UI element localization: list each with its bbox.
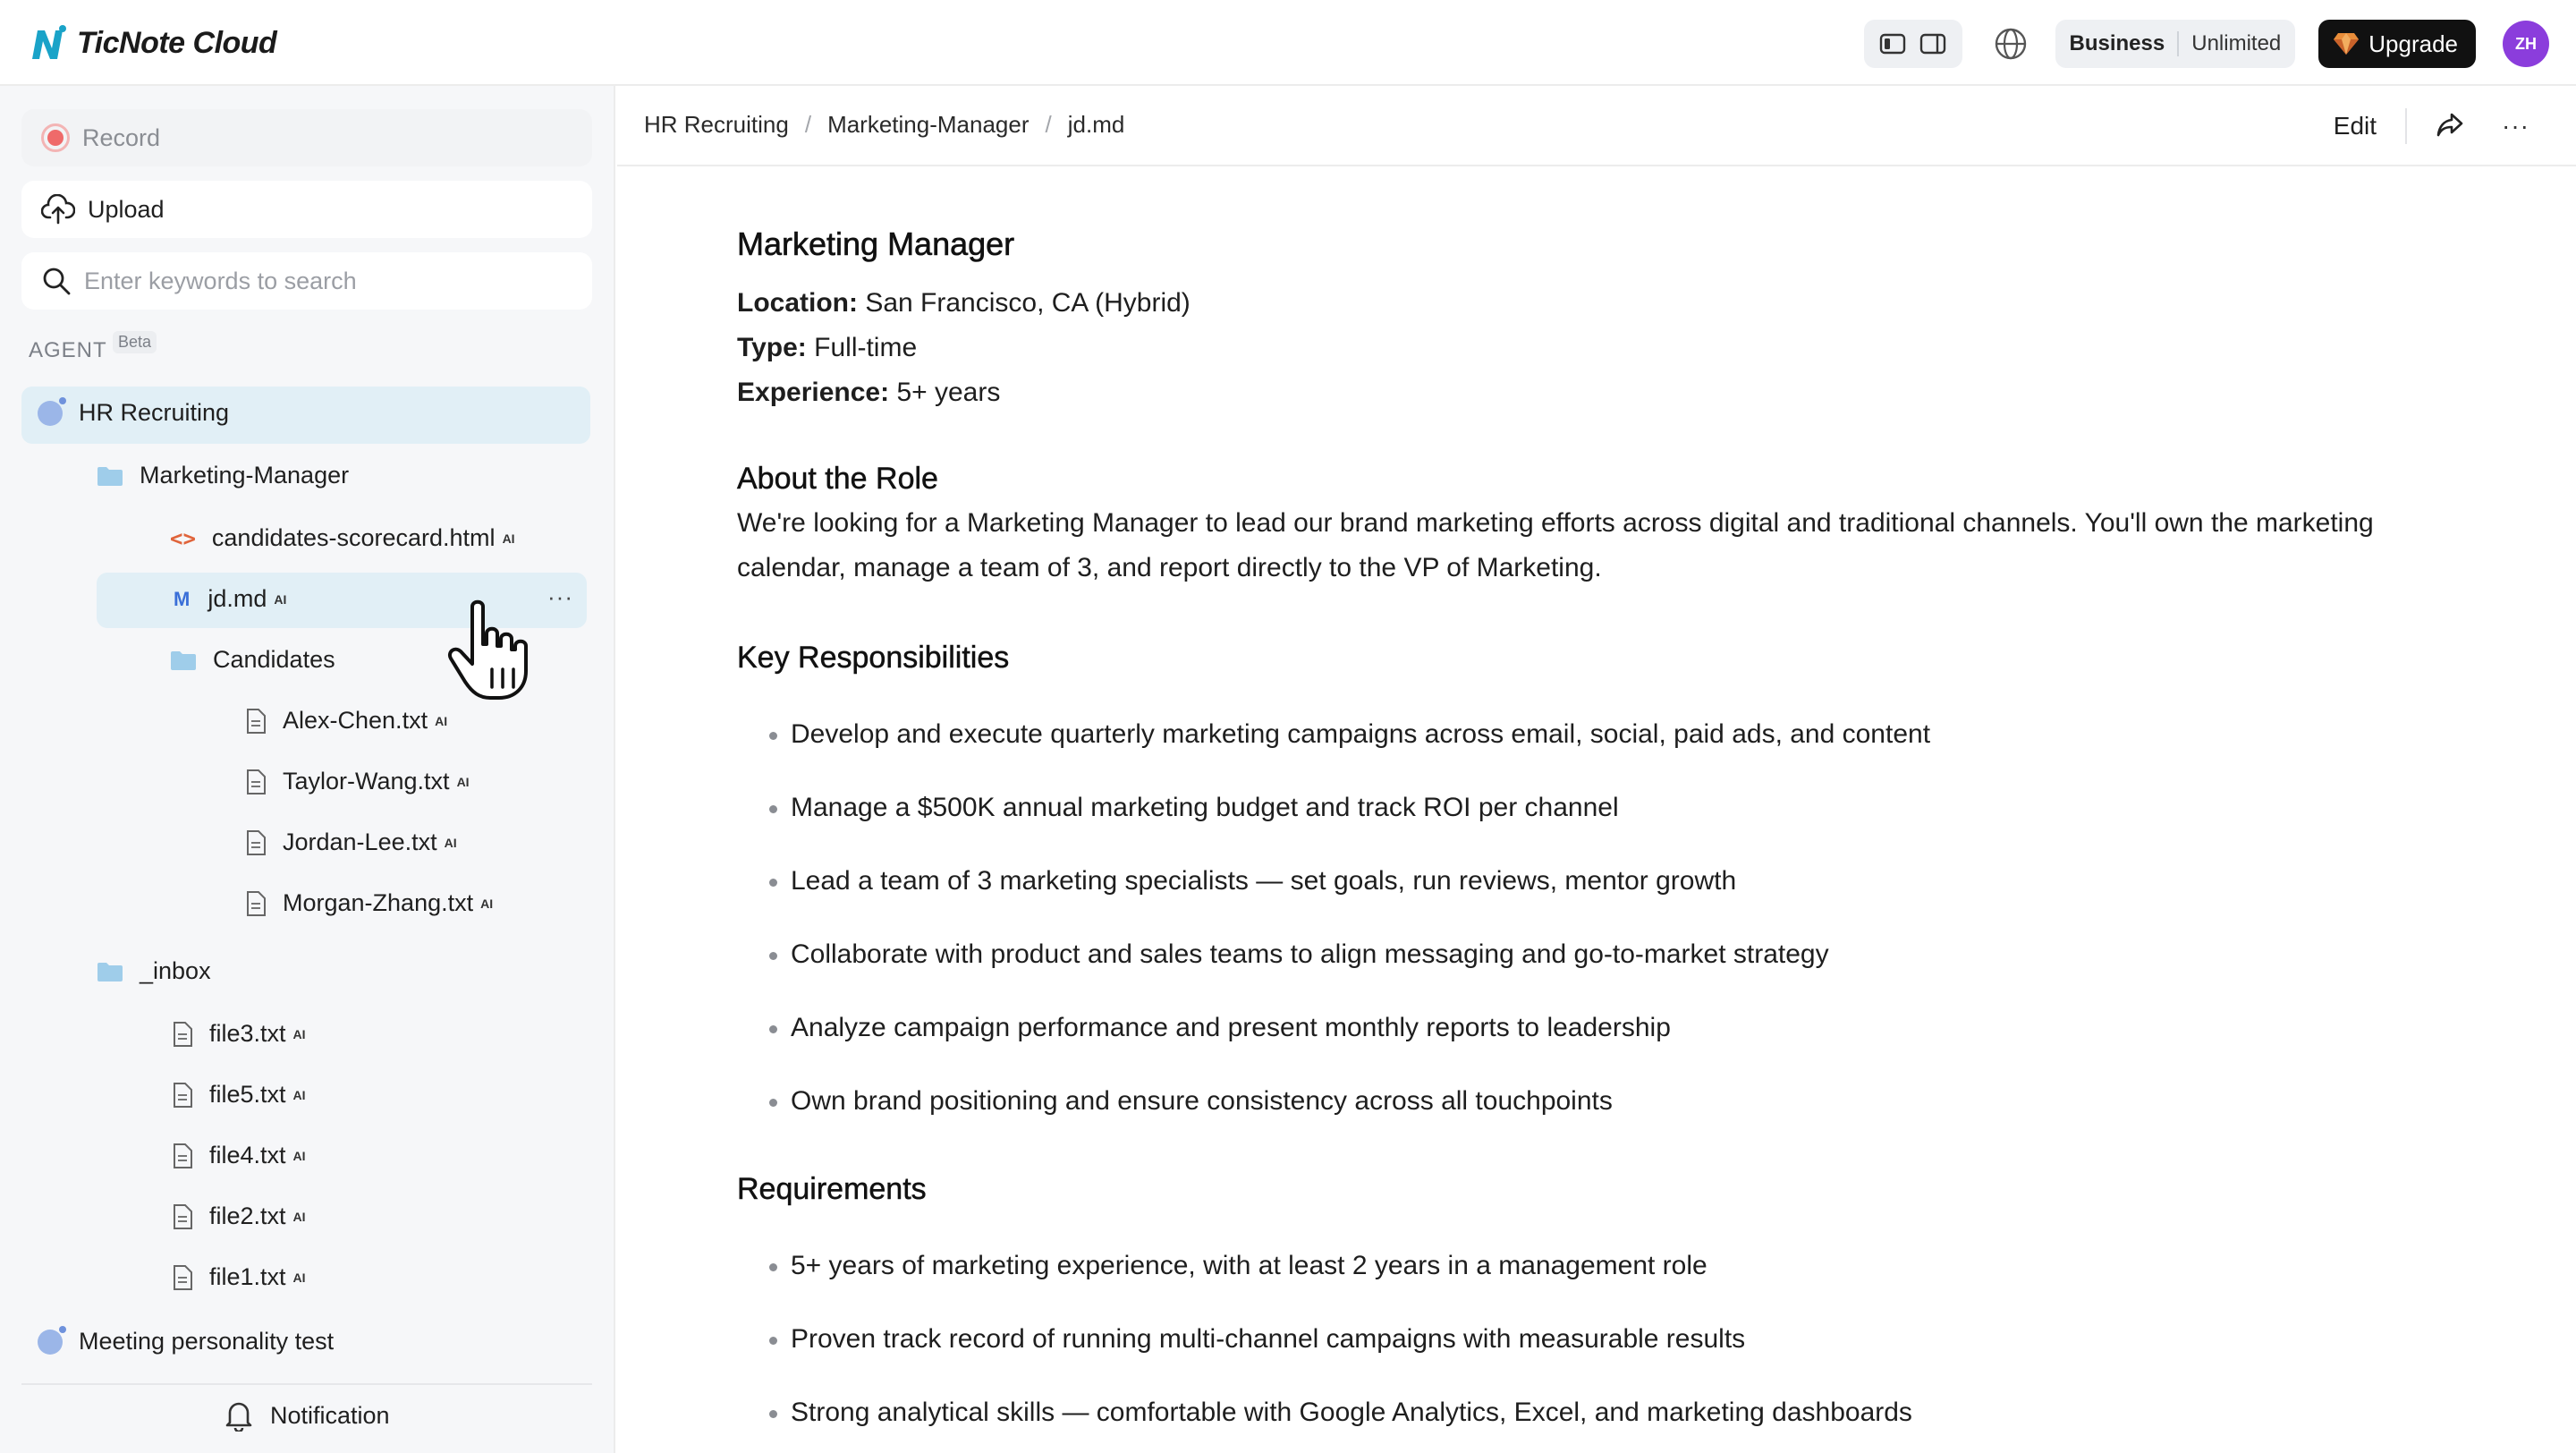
upgrade-label: Upgrade	[2368, 30, 2458, 57]
plan-badge[interactable]	[2055, 20, 2296, 68]
file-label: file4.txt	[209, 1142, 286, 1168]
list-item: Collaborate with product and sales teams to align messaging and go-to-market strategy	[791, 939, 1829, 969]
upgrade-button[interactable]	[2318, 20, 2476, 68]
ai-badge: AI	[435, 713, 448, 728]
ai-badge: AI	[292, 1026, 306, 1041]
ai-badge: AI	[292, 1087, 306, 1102]
folder-icon	[97, 465, 123, 487]
markdown-file-icon: M	[174, 587, 191, 610]
breadcrumb-item-current: jd.md	[1067, 111, 1125, 138]
folder-label: Candidates	[213, 646, 335, 673]
main-panel	[617, 86, 2576, 1453]
notification-label: Notification	[270, 1401, 390, 1429]
section-heading-about: About the Role	[737, 462, 938, 496]
user-avatar[interactable]: ZH	[2503, 21, 2549, 67]
app-name: TicNote Cloud	[77, 25, 277, 60]
folder-label: _inbox	[140, 957, 211, 984]
list-item: 5+ years of marketing experience, with at least 2 years in a management role	[791, 1251, 1707, 1280]
record-label: Record	[82, 123, 161, 151]
breadcrumb	[644, 111, 1124, 139]
ai-badge: AI	[292, 1209, 306, 1224]
file-label: file1.txt	[209, 1263, 286, 1290]
file-item-candidate[interactable]	[245, 768, 470, 795]
file-item-inbox[interactable]	[172, 1020, 306, 1048]
section-heading-requirements: Requirements	[737, 1172, 927, 1206]
meta-value: 5+ years	[896, 378, 1001, 407]
sidebar-layout-icon[interactable]	[1879, 32, 1906, 55]
list-item: Manage a $500K annual marketing budget and track ROI per channel	[791, 793, 1619, 822]
agent-section-label: AGENT	[29, 338, 107, 362]
agent-icon	[38, 401, 63, 426]
more-options-button[interactable]: ···	[2502, 112, 2529, 140]
share-icon	[2436, 111, 2464, 138]
file-label: Jordan-Lee.txt	[283, 828, 437, 855]
ai-badge: AI	[456, 774, 470, 789]
search-icon	[41, 266, 72, 296]
text-file-icon	[172, 1143, 193, 1168]
search-box[interactable]	[21, 252, 592, 310]
text-file-icon	[245, 709, 267, 734]
meta-value: Full-time	[814, 333, 918, 362]
folder-icon	[97, 961, 123, 982]
file-item-inbox[interactable]	[172, 1202, 306, 1230]
bell-icon	[224, 1399, 254, 1432]
section-heading-responsibilities: Key Responsibilities	[737, 641, 1010, 675]
file-item-inbox[interactable]	[172, 1263, 306, 1291]
list-item: Own brand positioning and ensure consistency across all touchpoints	[791, 1086, 1613, 1116]
file-item-candidates-scorecard[interactable]	[170, 524, 515, 552]
file-label: Alex-Chen.txt	[283, 707, 428, 734]
folder-label: Marketing-Manager	[140, 462, 350, 489]
breadcrumb-separator: /	[804, 111, 812, 138]
plan-name: Business	[2070, 31, 2180, 56]
record-button[interactable]	[21, 109, 592, 166]
folder-item-marketing-manager[interactable]	[97, 462, 349, 489]
meta-label: Location:	[737, 288, 858, 318]
file-label: file2.txt	[209, 1202, 286, 1229]
file-label: Morgan-Zhang.txt	[283, 889, 474, 916]
record-icon	[41, 123, 70, 152]
breadcrumb-item[interactable]: Marketing-Manager	[827, 111, 1030, 138]
top-bar	[0, 0, 2576, 86]
text-file-icon	[172, 1265, 193, 1290]
app-logo[interactable]	[29, 23, 276, 63]
file-more-button[interactable]: ···	[547, 583, 573, 610]
breadcrumb-item[interactable]: HR Recruiting	[644, 111, 789, 138]
folder-item-candidates[interactable]	[170, 646, 335, 674]
edit-button[interactable]: Edit	[2333, 112, 2377, 140]
panel-layout-icon[interactable]	[1919, 32, 1946, 55]
sidebar-divider	[21, 1383, 592, 1385]
file-label: file3.txt	[209, 1020, 286, 1047]
agent-label: HR Recruiting	[79, 399, 230, 426]
document-header	[617, 86, 2576, 166]
file-label: Taylor-Wang.txt	[283, 768, 450, 794]
file-item-candidate[interactable]	[245, 828, 457, 856]
meta-type	[737, 333, 917, 363]
file-label: file5.txt	[209, 1081, 286, 1108]
file-item-inbox[interactable]	[172, 1081, 306, 1109]
file-item-inbox[interactable]	[172, 1142, 306, 1169]
text-file-icon	[245, 891, 267, 916]
meta-label: Experience:	[737, 378, 890, 407]
list-item: Lead a team of 3 marketing specialists — set goals, run reviews, mentor growth	[791, 866, 1737, 896]
header-divider	[2405, 108, 2407, 144]
ai-badge: AI	[274, 591, 287, 607]
ai-badge: AI	[444, 835, 457, 850]
list-item: Develop and execute quarterly marketing campaigns across email, social, paid ads, and content	[791, 719, 1931, 749]
gem-icon	[2333, 31, 2360, 56]
notification-button[interactable]	[224, 1399, 390, 1432]
text-file-icon	[172, 1204, 193, 1229]
text-file-icon	[245, 769, 267, 794]
list-item: Analyze campaign performance and present monthly reports to leadership	[791, 1013, 1671, 1042]
file-label: candidates-scorecard.html	[211, 524, 496, 551]
agent-icon	[38, 1330, 63, 1355]
breadcrumb-separator: /	[1045, 111, 1052, 138]
globe-icon[interactable]	[1993, 26, 2029, 62]
code-file-icon: <>	[170, 525, 196, 551]
ticnote-logo-icon	[29, 23, 68, 63]
layout-toggle[interactable]	[1864, 20, 1962, 68]
file-item-jd-md[interactable]	[174, 585, 286, 613]
sidebar	[0, 86, 615, 1453]
cloud-upload-icon	[41, 194, 75, 225]
agent-item-meeting-personality-test[interactable]	[38, 1328, 334, 1355]
plan-tier: Unlimited	[2191, 31, 2282, 55]
upload-label: Upload	[88, 195, 165, 223]
ai-badge: AI	[292, 1148, 306, 1163]
agent-label: Meeting personality test	[79, 1328, 335, 1355]
text-file-icon	[245, 830, 267, 855]
ai-badge: AI	[292, 1270, 306, 1285]
file-item-candidate[interactable]	[245, 707, 447, 735]
about-paragraph: We're looking for a Marketing Manager to lead our brand marketing efforts across digital and traditional channels. You'll own the marketing calendar, manage a team of 3, and report directly to the VP of Marketing.	[737, 508, 2374, 582]
meta-location	[737, 288, 1191, 319]
beta-badge: Beta	[113, 331, 157, 353]
ai-badge: AI	[502, 531, 515, 546]
ai-badge: AI	[480, 896, 494, 911]
meta-experience	[737, 378, 1000, 408]
list-item: Strong analytical skills — comfortable with Google Analytics, Excel, and marketing dashboards	[791, 1398, 1912, 1427]
file-item-candidate[interactable]	[245, 889, 493, 917]
folder-item-inbox[interactable]	[97, 957, 211, 985]
upload-button[interactable]	[21, 181, 592, 238]
search-input[interactable]	[84, 268, 567, 295]
doc-title: Marketing Manager	[737, 225, 1015, 262]
share-button[interactable]	[2436, 111, 2464, 142]
list-item: Proven track record of running multi-channel campaigns with measurable results	[791, 1324, 1746, 1354]
meta-value: San Francisco, CA (Hybrid)	[865, 288, 1191, 318]
hand-cursor-icon	[442, 598, 540, 705]
file-label: jd.md	[208, 585, 267, 612]
meta-label: Type:	[737, 333, 807, 362]
text-file-icon	[172, 1022, 193, 1047]
folder-icon	[170, 650, 197, 671]
text-file-icon	[172, 1083, 193, 1108]
agent-item-hr-recruiting[interactable]	[38, 399, 229, 427]
